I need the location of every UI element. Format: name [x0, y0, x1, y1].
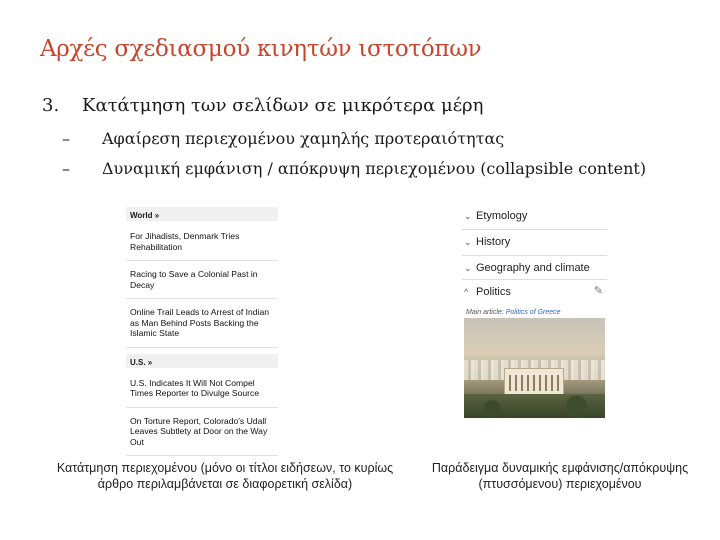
news-headline[interactable]: Online Trail Leads to Arrest of Indian as Man Behind Posts Backing the Islamic State	[126, 305, 278, 348]
pencil-icon[interactable]: ✎	[593, 285, 603, 297]
section-header-world[interactable]: World »	[126, 207, 278, 221]
bullet-text: Δυναμική εμφάνιση / απόκρυψη περιεχομένου (collapsible content)	[102, 159, 647, 178]
bullet-text: Αφαίρεση περιεχομένου χαμηλής προτεραιότητας	[102, 129, 505, 148]
chevron-down-icon: ⌄	[464, 263, 472, 273]
caption-right: Παράδειγμα δυναμικής εμφάνισης/απόκρυψης (πτυσσόμενου) περιεχομένου	[431, 461, 689, 491]
section-label: History	[476, 236, 511, 248]
news-headline[interactable]: For Jihadists, Denmark Tries Rehabilitation	[126, 229, 278, 261]
collapsible-content-screenshot	[462, 204, 607, 438]
collapsible-section-politics[interactable]	[462, 280, 607, 305]
chevron-down-icon: ⌄	[464, 211, 472, 221]
slide-title: Αρχές σχεδιασμού κινητών ιστοτόπων	[40, 36, 482, 62]
news-headline[interactable]: U.S. Indicates It Will Not Compel Times Reporter to Divulge Source	[126, 376, 278, 408]
news-headline[interactable]: Racing to Save a Colonial Past in Decay	[126, 267, 278, 299]
chevron-down-icon: ⌄	[464, 237, 472, 247]
main-point	[42, 95, 483, 116]
news-list-screenshot	[126, 207, 278, 447]
main-article-prefix: Main article:	[466, 309, 506, 316]
news-headline[interactable]: On Torture Report, Colorado's Udall Leaves Subtlety at Door on the Way Out	[126, 414, 278, 457]
point-text: Κατάτμηση των σελίδων σε μικρότερα μέρη	[82, 95, 484, 116]
section-label: Politics	[476, 286, 511, 298]
bullet-dash: –	[62, 129, 70, 148]
section-label: Etymology	[476, 210, 528, 222]
main-article-note	[462, 305, 607, 318]
main-article-link[interactable]: Politics of Greece	[505, 309, 561, 316]
collapsible-section-etymology[interactable]	[462, 204, 607, 230]
collapsible-section-history[interactable]	[462, 230, 607, 256]
bullet-dash: –	[62, 159, 70, 178]
section-label: Geography and climate	[476, 262, 590, 274]
parliament-photo	[464, 318, 605, 418]
chevron-up-icon: ^	[464, 287, 469, 297]
caption-left: Κατάτμηση περιεχομένου (μόνο οι τίτλοι ειδήσεων, το κυρίως άρθρο περιλαμβάνεται σε διαφορετική σελίδα)	[56, 461, 394, 491]
collapsible-section-geography[interactable]	[462, 256, 607, 280]
section-header-us[interactable]: U.S. »	[126, 354, 278, 368]
point-number: 3.	[42, 95, 60, 116]
trees	[464, 394, 605, 418]
